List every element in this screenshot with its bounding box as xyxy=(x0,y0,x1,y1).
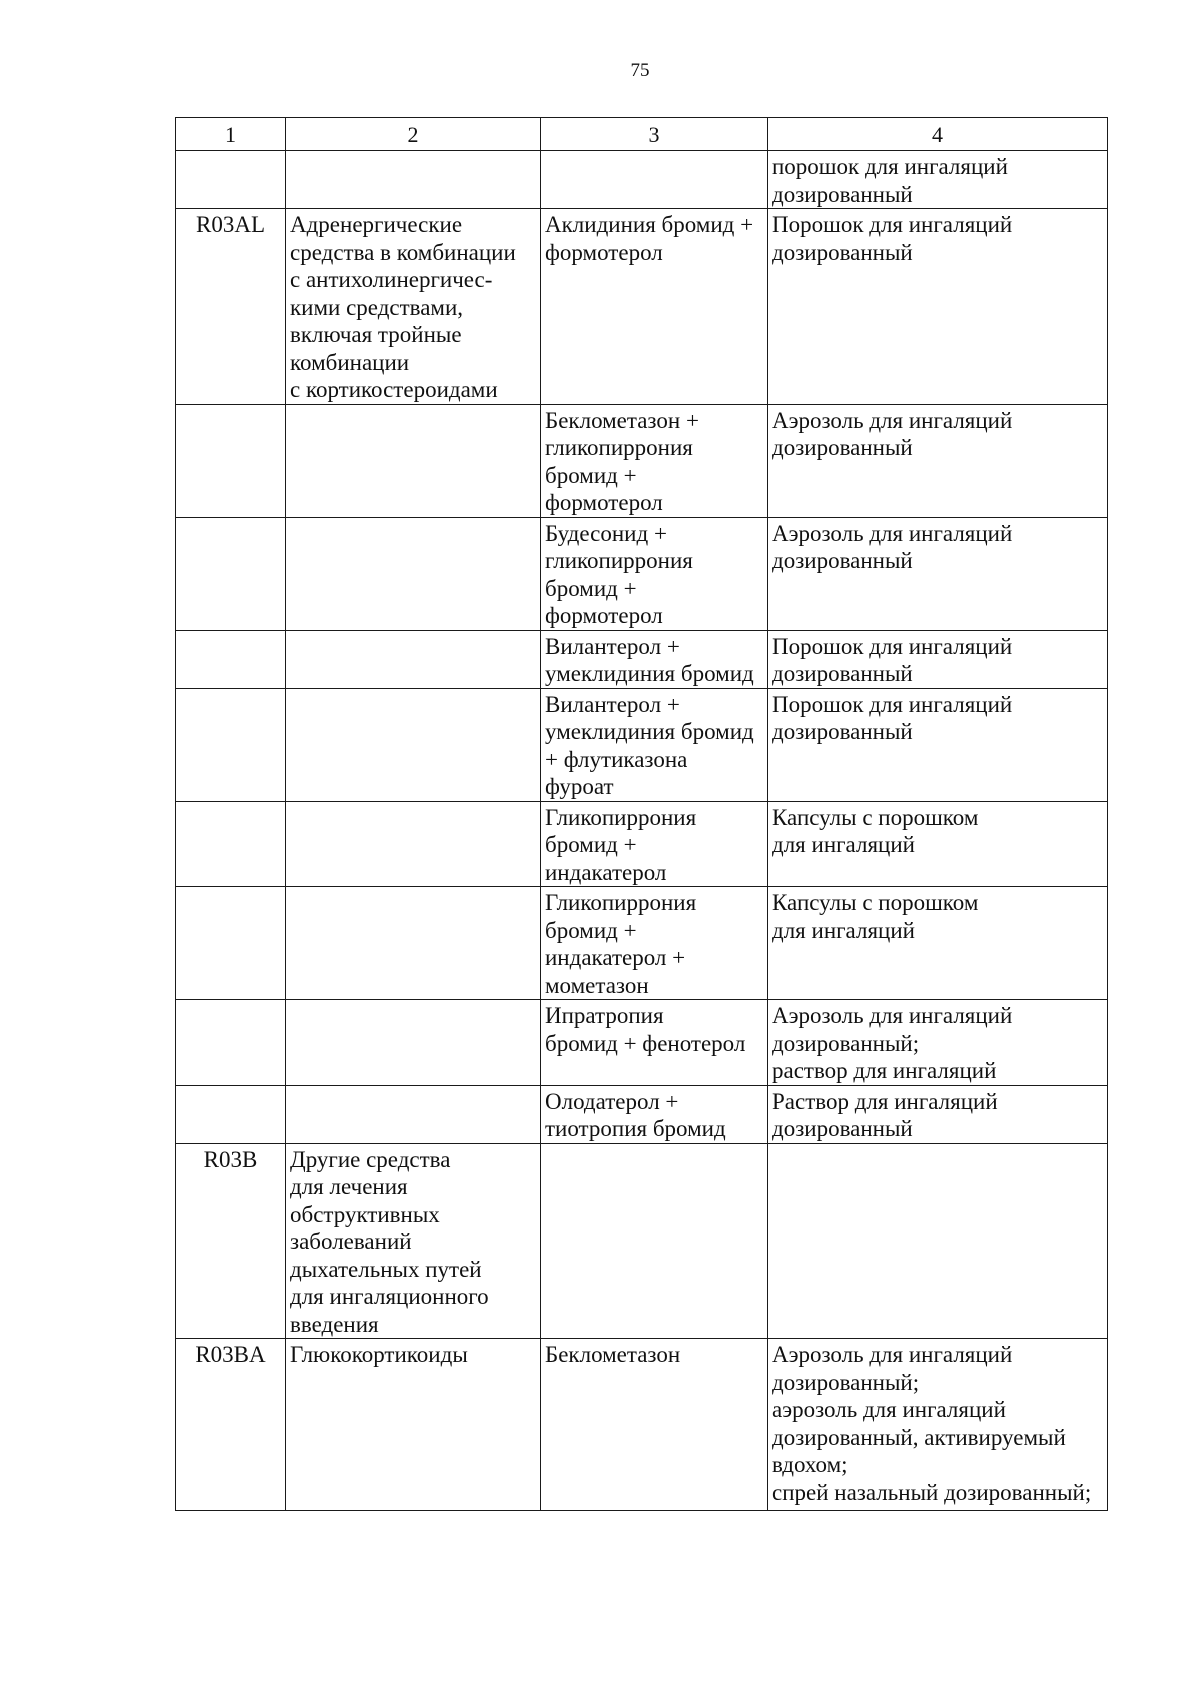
dosage-form-cell-text: Капсулы с порошком для ингаляций xyxy=(772,890,979,943)
drug-name-cell-text: Аклидиния бромид + формотерол xyxy=(545,212,754,265)
dosage-form-cell xyxy=(768,887,1108,1000)
table-row xyxy=(176,209,1108,405)
group-name-cell xyxy=(286,801,541,887)
atc-code-cell xyxy=(176,404,286,517)
group-name-cell xyxy=(286,209,541,405)
dosage-form-cell xyxy=(768,1339,1108,1511)
dosage-form-cell xyxy=(768,209,1108,405)
atc-code-cell xyxy=(176,630,286,688)
atc-code-cell-text: R03AL xyxy=(196,212,265,237)
dosage-form-cell-text: Порошок для ингаляций дозированный xyxy=(772,633,1013,686)
dosage-form-cell-text: Аэрозоль для ингаляций дозированный xyxy=(772,520,1013,573)
dosage-form-cell-text: Порошок для ингаляций дозированный xyxy=(772,691,1013,744)
table-row xyxy=(176,630,1108,688)
drug-name-cell xyxy=(541,801,768,887)
dosage-form-cell xyxy=(768,1143,1108,1339)
dosage-form-cell-text: Порошок для ингаляций дозированный xyxy=(772,212,1013,265)
group-name-cell xyxy=(286,1000,541,1086)
drug-name-cell xyxy=(541,404,768,517)
dosage-form-cell xyxy=(768,630,1108,688)
atc-code-cell xyxy=(176,801,286,887)
table-body xyxy=(176,151,1108,1511)
drug-name-cell xyxy=(541,1339,768,1511)
drug-name-cell xyxy=(541,630,768,688)
table-row xyxy=(176,887,1108,1000)
dosage-form-cell-text: Аэрозоль для ингаляций дозированный; аэрозоль для ингаляций дозированный, активируемый вдохом; спрей назальный дозированный; xyxy=(772,1342,1092,1505)
dosage-form-cell xyxy=(768,688,1108,801)
group-name-cell-text: Глюкокортикоиды xyxy=(290,1342,468,1367)
atc-code-cell-text: R03B xyxy=(203,1146,258,1172)
table-row xyxy=(176,517,1108,630)
drug-name-cell xyxy=(541,151,768,209)
dosage-form-cell-text: порошок для ингаляций дозированный xyxy=(772,154,1008,207)
drug-name-cell xyxy=(541,688,768,801)
table-row xyxy=(176,404,1108,517)
atc-code-cell xyxy=(176,209,286,405)
table-row xyxy=(176,688,1108,801)
drug-name-cell-text: Гликопиррония бромид + индакатерол xyxy=(545,804,697,885)
dosage-form-cell xyxy=(768,1085,1108,1143)
group-name-cell xyxy=(286,517,541,630)
dosage-form-cell xyxy=(768,151,1108,209)
table-row xyxy=(176,1085,1108,1143)
page-number: 75 xyxy=(630,60,650,81)
atc-code-cell xyxy=(176,887,286,1000)
drug-table xyxy=(175,117,1108,1511)
drug-name-cell-text: Будесонид + гликопиррония бромид + формотерол xyxy=(545,520,693,628)
drug-name-cell xyxy=(541,1143,768,1339)
group-name-cell xyxy=(286,404,541,517)
dosage-form-cell-text: Аэрозоль для ингаляций дозированный; раствор для ингаляций xyxy=(772,1003,1013,1083)
drug-name-cell-text: Беклометазон xyxy=(545,1342,681,1367)
table-row xyxy=(176,801,1108,887)
drug-name-cell xyxy=(541,1000,768,1086)
atc-code-cell-text: R03BA xyxy=(195,1342,266,1367)
header-cell: 1 xyxy=(176,118,286,151)
header-cell: 3 xyxy=(541,118,768,151)
atc-code-cell xyxy=(176,517,286,630)
group-name-cell xyxy=(286,688,541,801)
table-row xyxy=(176,1000,1108,1086)
atc-code-cell xyxy=(176,1085,286,1143)
dosage-form-cell-text: Аэрозоль для ингаляций дозированный xyxy=(772,407,1013,460)
dosage-form-cell-text: Раствор для ингаляций дозированный xyxy=(772,1088,998,1141)
group-name-cell xyxy=(286,1339,541,1511)
drug-name-cell-text: Беклометазон + гликопиррония бромид + формотерол xyxy=(545,407,699,515)
header-cell: 2 xyxy=(286,118,541,151)
drug-name-cell-text: Ипратропия бромид + фенотерол xyxy=(545,1003,746,1056)
dosage-form-cell-text: Капсулы с порошком для ингаляций xyxy=(772,804,979,857)
group-name-cell xyxy=(286,151,541,209)
dosage-form-cell xyxy=(768,517,1108,630)
atc-code-cell xyxy=(176,1339,286,1511)
dosage-form-cell xyxy=(768,404,1108,517)
table-row xyxy=(176,151,1108,209)
group-name-cell xyxy=(286,1143,541,1339)
drug-name-cell xyxy=(541,209,768,405)
drug-name-cell-text: Олодатерол + тиотропия бромид xyxy=(545,1088,726,1141)
group-name-cell xyxy=(286,887,541,1000)
atc-code-cell xyxy=(176,1000,286,1086)
atc-code-cell xyxy=(176,688,286,801)
group-name-cell xyxy=(286,630,541,688)
dosage-form-cell xyxy=(768,801,1108,887)
drug-name-cell xyxy=(541,517,768,630)
table-row xyxy=(176,1339,1108,1511)
atc-code-cell xyxy=(176,1143,286,1339)
group-name-cell-text: Адренергические средства в комбинации с антихолинергичес- кими средствами, включая тройные комбинации с кортикостероидами xyxy=(290,212,516,402)
dosage-form-cell xyxy=(768,1000,1108,1086)
atc-code-cell xyxy=(176,151,286,209)
drug-name-cell-text: Гликопиррония бромид + индакатерол + мометазон xyxy=(545,890,697,998)
header-cell: 4 xyxy=(768,118,1108,151)
group-name-cell-text: Другие средства для лечения обструктивных заболеваний дыхательных путей для ингаляционного введения xyxy=(290,1146,489,1337)
drug-name-cell-text: Вилантерол + умеклидиния бромид xyxy=(545,633,754,686)
drug-name-cell-text: Вилантерол + умеклидиния бромид + флутиказона фуроат xyxy=(545,691,754,799)
table-header-row xyxy=(176,118,1108,151)
drug-name-cell xyxy=(541,887,768,1000)
drug-name-cell xyxy=(541,1085,768,1143)
group-name-cell xyxy=(286,1085,541,1143)
table-row xyxy=(176,1143,1108,1339)
